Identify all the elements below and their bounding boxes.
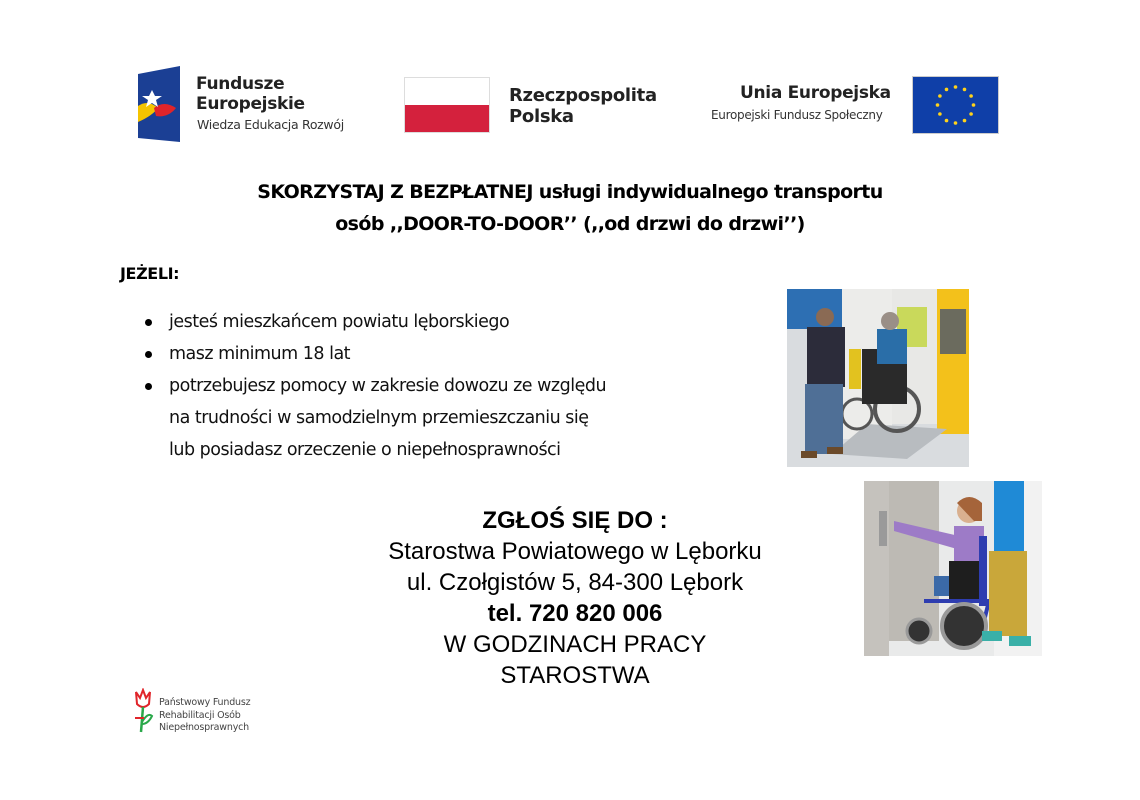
- fe-subtitle: Wiedza Edukacja Rozwój: [197, 117, 344, 132]
- rp-title-line2: Polska: [509, 106, 574, 127]
- headline: [0, 176, 1140, 240]
- ue-title: Unia Europejska: [740, 83, 891, 103]
- polish-flag-icon: [404, 77, 490, 133]
- condition-item: jesteś mieszkańcem powiatu lęborskiego: [145, 306, 745, 338]
- fe-title-line2: Europejskie: [196, 94, 305, 114]
- headline-line1: SKORZYSTAJ Z BEZPŁATNEJ usługi indywidualnego transportu: [257, 181, 883, 203]
- fe-flag-icon: [138, 66, 180, 142]
- rp-title-line1: Rzeczpospolita: [509, 85, 657, 106]
- condition-item: potrzebujesz pomocy w zakresie dowozu ze względu na trudności w samodzielnym przemieszczaniu się lub posiadasz orzeczenie o niepełnosprawności: [145, 370, 745, 466]
- photo-bus-ramp: [787, 289, 969, 467]
- contact-heading: ZGŁOŚ SIĘ DO :: [482, 507, 668, 534]
- eu-flag-icon: [912, 76, 999, 134]
- headline-line2: osób ,,DOOR-TO-DOOR’’ (,,od drzwi do drzwi’’): [335, 213, 805, 235]
- contact-office: Starostwa Powiatowego w Lęborku: [388, 538, 762, 565]
- condition-continuation: na trudności w samodzielnym przemieszczaniu się: [169, 408, 589, 428]
- contact-hours-line2: STAROSTWA: [500, 662, 650, 689]
- tulip-icon: [132, 688, 154, 734]
- contact-block: [340, 505, 810, 691]
- contact-phone: tel. 720 820 006: [487, 600, 663, 627]
- contact-hours-line1: W GODZINACH PRACY: [443, 631, 707, 658]
- fe-title-line1: Fundusze: [196, 74, 285, 94]
- contact-address: ul. Czołgistów 5, 84-300 Lębork: [406, 569, 744, 596]
- fundusze-europejskie-logo: [138, 64, 358, 144]
- condition-item: masz minimum 18 lat: [145, 338, 745, 370]
- pfron-text: Państwowy Fundusz Rehabilitacji Osób Niepełnosprawnych: [159, 697, 251, 733]
- conditions-label: JEŻELI:: [120, 264, 180, 283]
- conditions-list: [145, 306, 745, 466]
- ue-subtitle: Europejski Fundusz Społeczny: [711, 108, 883, 122]
- condition-continuation: lub posiadasz orzeczenie o niepełnosprawności: [169, 440, 561, 460]
- photo-elevator-wheelchair: [864, 481, 1042, 656]
